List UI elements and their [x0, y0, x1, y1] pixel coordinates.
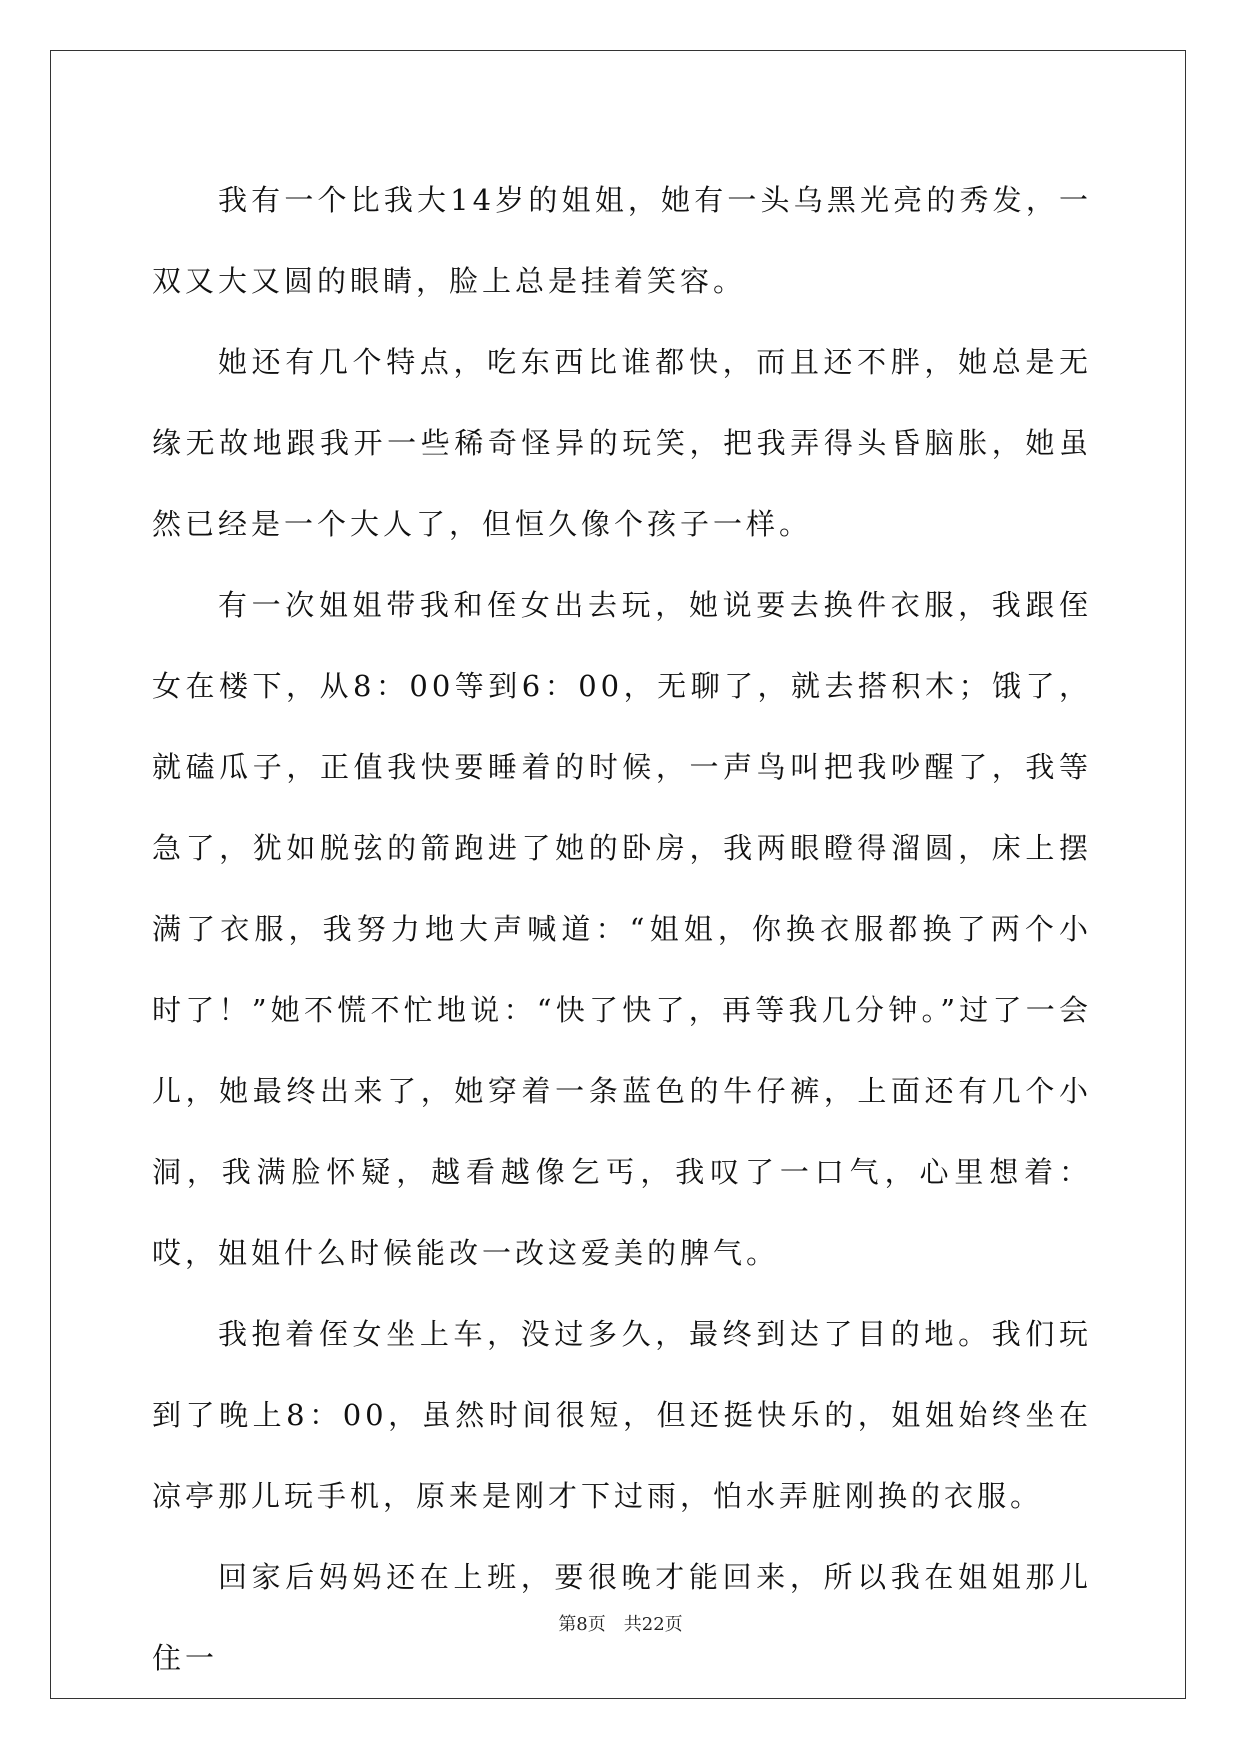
paragraph-5: 回家后妈妈还在上班，要很晚才能回来，所以我在姐姐那儿住一	[152, 1560, 1092, 1675]
paragraph-3: 有一次姐姐带我和侄女出去玩，她说要去换件衣服，我跟侄女在楼下，从8：00等到6：00，无聊了，就去搭积木；饿了，就磕瓜子，正值我快要睡着的时候，一声鸟叫把我吵醒了，我等急了，犹如脱弦的箭跑进了她的卧房，我两眼瞪得溜圆，床上摆满了衣服，我努力地大声喊道：“姐姐，你换衣服都换了两个小时了！”她不慌不忙地说：“快了快了，再等我几分钟。”过了一会儿，她最终出来了，她穿着一条蓝色的牛仔裤，上面还有几个小洞，我满脸怀疑，越看越像乞丐，我叹了一口气，心里想着：哎，姐姐什么时候能改一改这爱美的脾气。	[152, 588, 1092, 1270]
document-body	[152, 160, 1092, 1699]
page-footer	[0, 1610, 1241, 1636]
paragraph-2: 她还有几个特点，吃东西比谁都快，而且还不胖，她总是无缘无故地跟我开一些稀奇怪异的玩笑，把我弄得头昏脑胀，她虽然已经是一个大人了，但恒久像个孩子一样。	[152, 345, 1092, 541]
page-number: 第8页	[558, 1614, 606, 1635]
paragraph-4: 我抱着侄女坐上车，没过多久，最终到达了目的地。我们玩到了晚上8：00，虽然时间很短，但还挺快乐的，姐姐始终坐在凉亭那儿玩手机，原来是刚才下过雨，怕水弄脏刚换的衣服。	[152, 1317, 1092, 1513]
page-total: 共22页	[623, 1614, 683, 1635]
paragraph-1: 我有一个比我大14岁的姐姐，她有一头乌黑光亮的秀发，一双又大又圆的眼睛，脸上总是挂着笑容。	[152, 183, 1092, 298]
